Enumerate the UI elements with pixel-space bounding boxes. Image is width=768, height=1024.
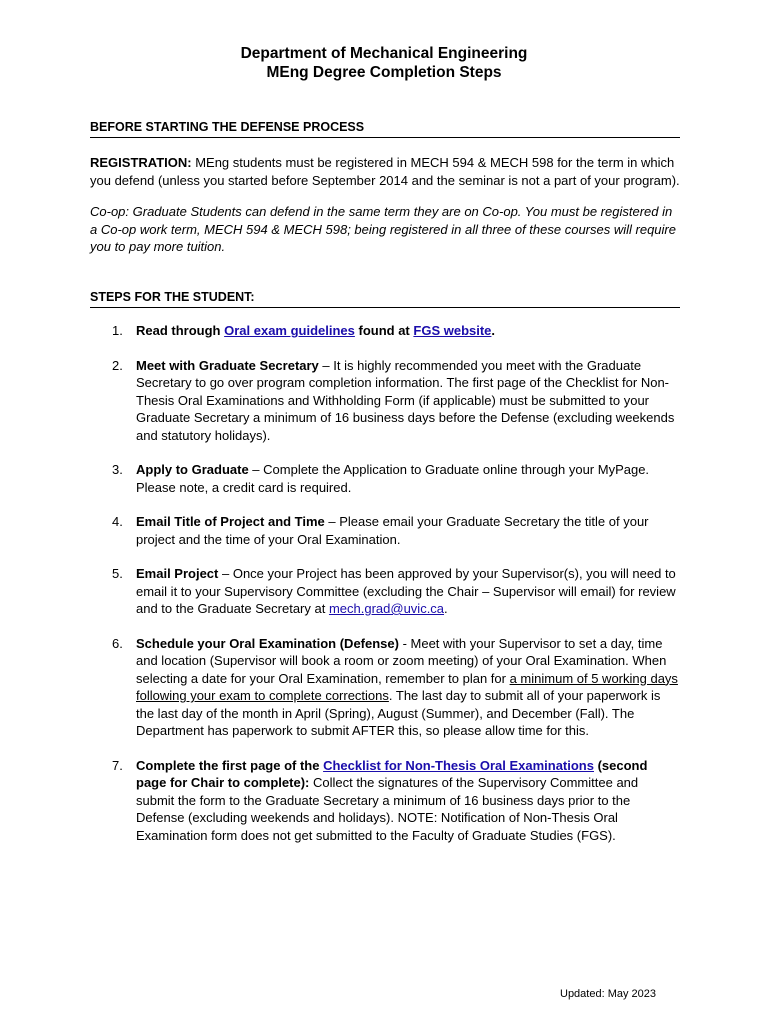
step-6: [90, 635, 680, 740]
fgs-website-link[interactable]: FGS website: [413, 323, 492, 338]
step-1-text-c: .: [491, 323, 496, 338]
step-number: 6.: [112, 635, 123, 651]
step-3-text: – Complete the Application to Graduate online through your MyPage. Please note, a credit card is required.: [136, 462, 650, 495]
step-7-title-b: (second page for Chair to complete):: [136, 757, 648, 790]
section-heading-before-defense: BEFORE STARTING THE DEFENSE PROCESS: [90, 120, 680, 138]
step-4: [90, 513, 680, 548]
registration-paragraph: [90, 154, 680, 189]
step-3: [90, 461, 680, 496]
coop-paragraph: Co-op: Graduate Students can defend in the same term they are on Co-op. You must be registered in a Co-op work term, MECH 594 & MECH 598; being registered in all three of these courses will require you to pay more tuition.: [90, 204, 676, 254]
section-heading-steps: STEPS FOR THE STUDENT:: [90, 290, 680, 308]
step-6-title: Schedule your Oral Examination (Defense): [136, 635, 399, 651]
registration-text: MEng students must be registered in MECH 594 & MECH 598 for the term in which you defend (unless you started before September 2014 and the seminar is not a part of your program).: [90, 155, 680, 188]
step-7: [90, 757, 680, 845]
registration-label: REGISTRATION:: [90, 155, 192, 170]
step-5-text: – Once your Project has been approved by your Supervisor(s), you will need to email it to your Supervisory Committee (excluding the Chair – Supervisor will email) for review and to the Graduate Secretary at: [136, 566, 676, 616]
mech-grad-email-link[interactable]: mech.grad@uvic.ca: [328, 601, 445, 616]
step-4-text: – Please email your Graduate Secretary the title of your project and the time of your Oral Examination.: [136, 514, 649, 547]
updated-date: Updated: May 2023: [560, 988, 657, 1000]
steps-list: [90, 322, 680, 861]
step-2-text: – It is highly recommended you meet with the Graduate Secretary to go over program completion information. The first page of the Checklist for Non-Thesis Oral Examinations and Withholding Form (if applicable) must be submitted to your Graduate Secretary a minimum of 16 business days before the Defense (excluding weekends and statutory holidays).: [136, 357, 675, 443]
step-1-text-a: Read through: [136, 323, 225, 338]
oral-exam-guidelines-link[interactable]: Oral exam guidelines: [224, 323, 355, 338]
step-number: 4.: [112, 514, 123, 529]
step-number: 2.: [112, 357, 123, 373]
step-6-tail: . The last day to submit all of your paperwork is the last day of the month in April (Spring), August (Summer), and December (Fall). The Department has paperwork to submit AFTER this, so please allow time for this.: [136, 688, 661, 738]
step-5: [90, 565, 680, 618]
department-title: Department of Mechanical Engineering: [240, 45, 528, 62]
step-7-title-a: Complete the first page of the: [136, 757, 324, 773]
step-number: 7.: [112, 757, 123, 773]
step-5-tail: .: [444, 601, 448, 616]
step-2-title: Meet with Graduate Secretary: [136, 357, 319, 373]
step-number: 5.: [112, 566, 123, 581]
step-2: [90, 357, 680, 445]
document-title: MEng Degree Completion Steps: [266, 64, 502, 81]
step-1: [90, 322, 680, 340]
step-1-text-b: found at: [354, 323, 414, 338]
step-6-text: - Meet with your Supervisor to set a day, time and location (Supervisor will book a room or zoom meeting) of your Oral Examination. When selecting a date for your Oral Examination, remember to plan for: [136, 635, 667, 686]
step-3-title: Apply to Graduate: [136, 462, 249, 477]
step-5-title: Email Project: [136, 566, 219, 581]
step-7-text: Collect the signatures of the Supervisory Committee and submit the form to the Graduate Secretary a minimum of 16 business days prior to the Defense (excluding weekends and holidays). NOTE: Notification of Non-Thesis Oral Examination form does not get submitted to the Faculty of Graduate Studies (FGS).: [136, 775, 639, 843]
checklist-link[interactable]: Checklist for Non-Thesis Oral Examinations: [323, 757, 594, 773]
step-number: 1.: [112, 323, 123, 338]
step-6-underlined: a minimum of 5 working days following your exam to complete corrections: [136, 670, 678, 703]
step-4-title: Email Title of Project and Time: [136, 514, 325, 529]
step-number: 3.: [112, 462, 123, 477]
